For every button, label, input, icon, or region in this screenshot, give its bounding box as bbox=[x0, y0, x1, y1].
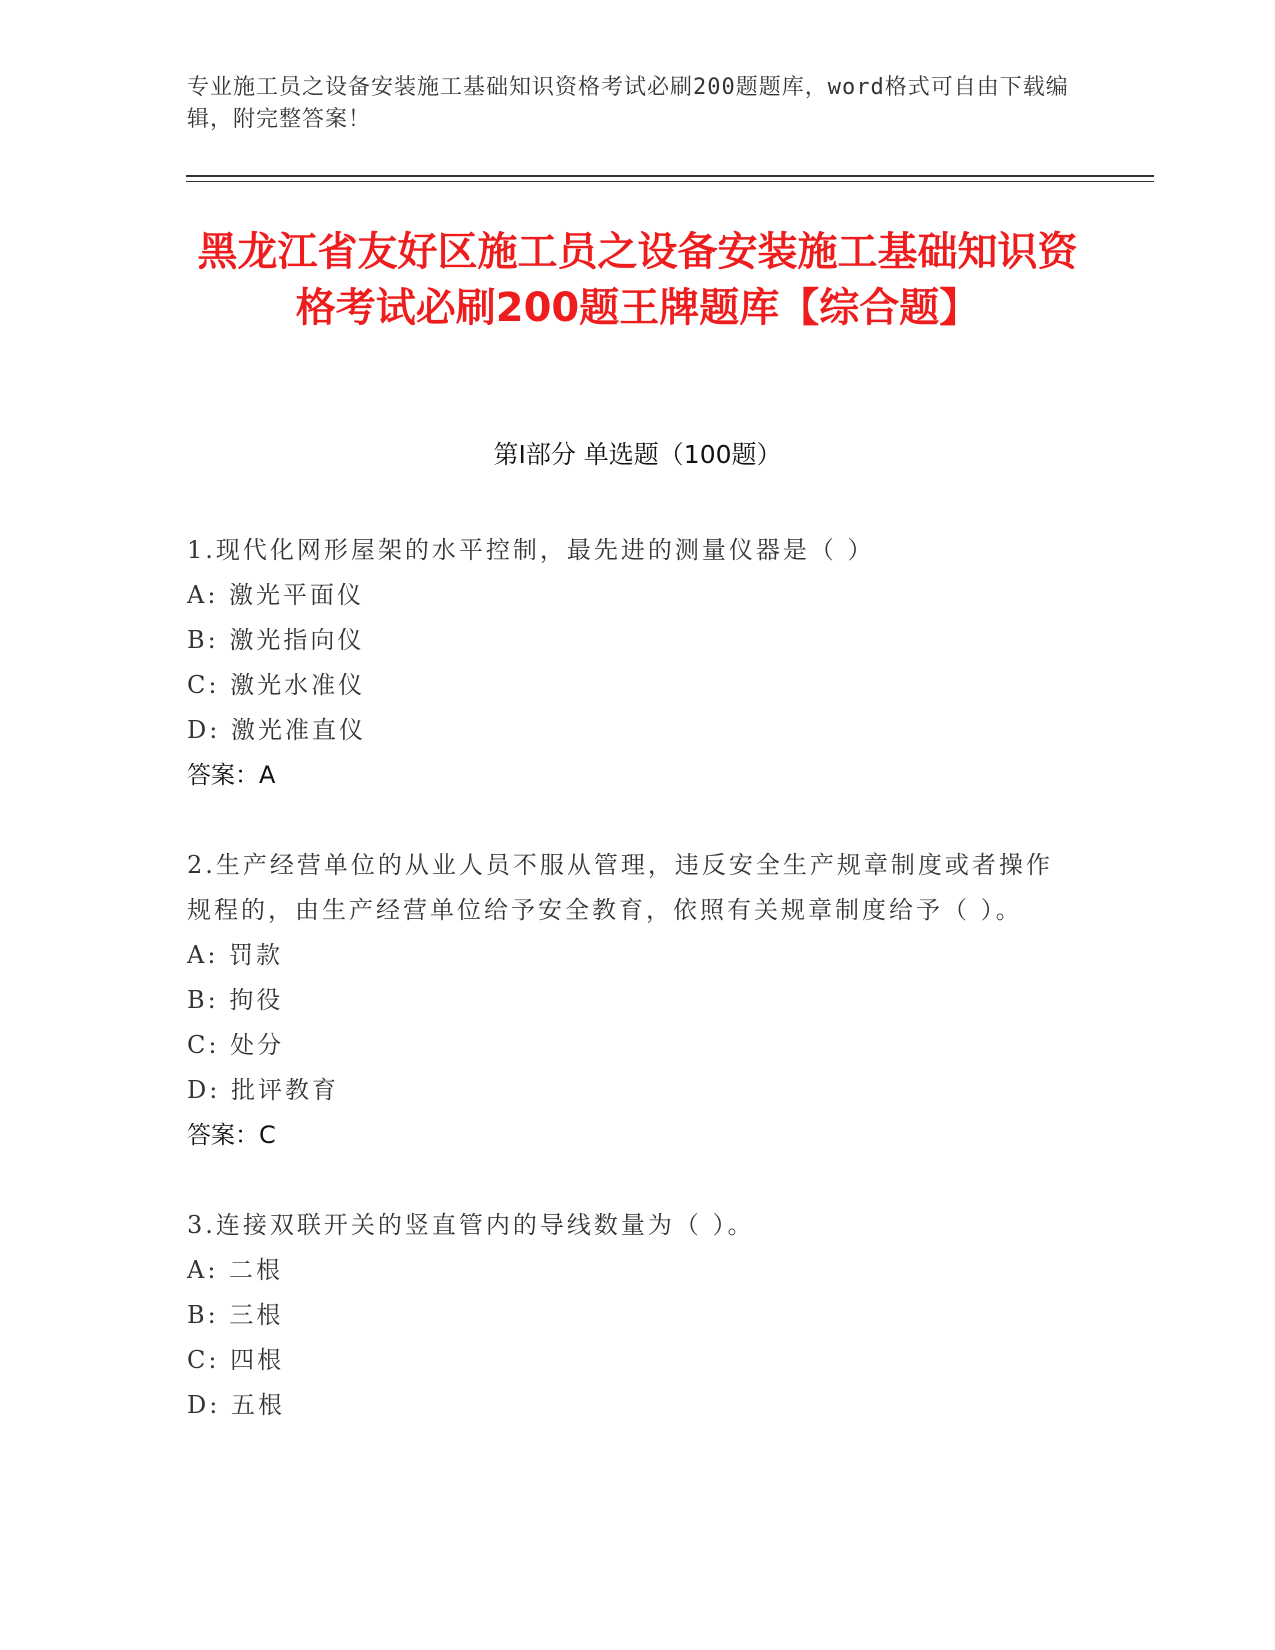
option-b: B: 激光指向仪 bbox=[187, 626, 365, 654]
header-divider-thick bbox=[186, 175, 1154, 177]
option-c: C: 四根 bbox=[187, 1346, 285, 1374]
question-text: 1.现代化网形屋架的水平控制，最先进的测量仪器是（ ） bbox=[187, 536, 875, 564]
question-3 bbox=[187, 1203, 1067, 1428]
document-title: 黑龙江省友好区施工员之设备安装施工基础知识资格考试必刷200题王牌题库【综合题】 bbox=[197, 229, 1078, 331]
answer: 答案：C bbox=[187, 1121, 276, 1149]
answer: 答案：A bbox=[187, 761, 276, 789]
option-d: D: 五根 bbox=[187, 1391, 285, 1419]
question-text: 3.连接双联开关的竖直管内的导线数量为（ ）。 bbox=[187, 1211, 755, 1239]
option-a: A: 二根 bbox=[187, 1256, 284, 1284]
option-c: C: 处分 bbox=[187, 1031, 285, 1059]
option-a: A: 激光平面仪 bbox=[187, 581, 365, 609]
header-note: 专业施工员之设备安装施工基础知识资格考试必刷200题题库，word格式可自由下载编辑，附完整答案！ bbox=[187, 75, 1069, 132]
option-b: B: 拘役 bbox=[187, 986, 284, 1014]
option-c: C: 激光水准仪 bbox=[187, 671, 366, 699]
question-1 bbox=[187, 528, 1067, 798]
question-text: 2.生产经营单位的从业人员不服从管理，违反安全生产规章制度或者操作规程的，由生产经营单位给予安全教育，依照有关规章制度给予（ ）。 bbox=[187, 851, 1053, 924]
question-list bbox=[187, 528, 1067, 1473]
option-d: D: 激光准直仪 bbox=[187, 716, 366, 744]
question-2 bbox=[187, 843, 1067, 1158]
section-title: 第Ⅰ部分 单选题（100题） bbox=[493, 440, 782, 469]
header-divider-thin bbox=[186, 181, 1154, 182]
option-d: D: 批评教育 bbox=[187, 1076, 339, 1104]
option-a: A: 罚款 bbox=[187, 941, 284, 969]
option-b: B: 三根 bbox=[187, 1301, 284, 1329]
